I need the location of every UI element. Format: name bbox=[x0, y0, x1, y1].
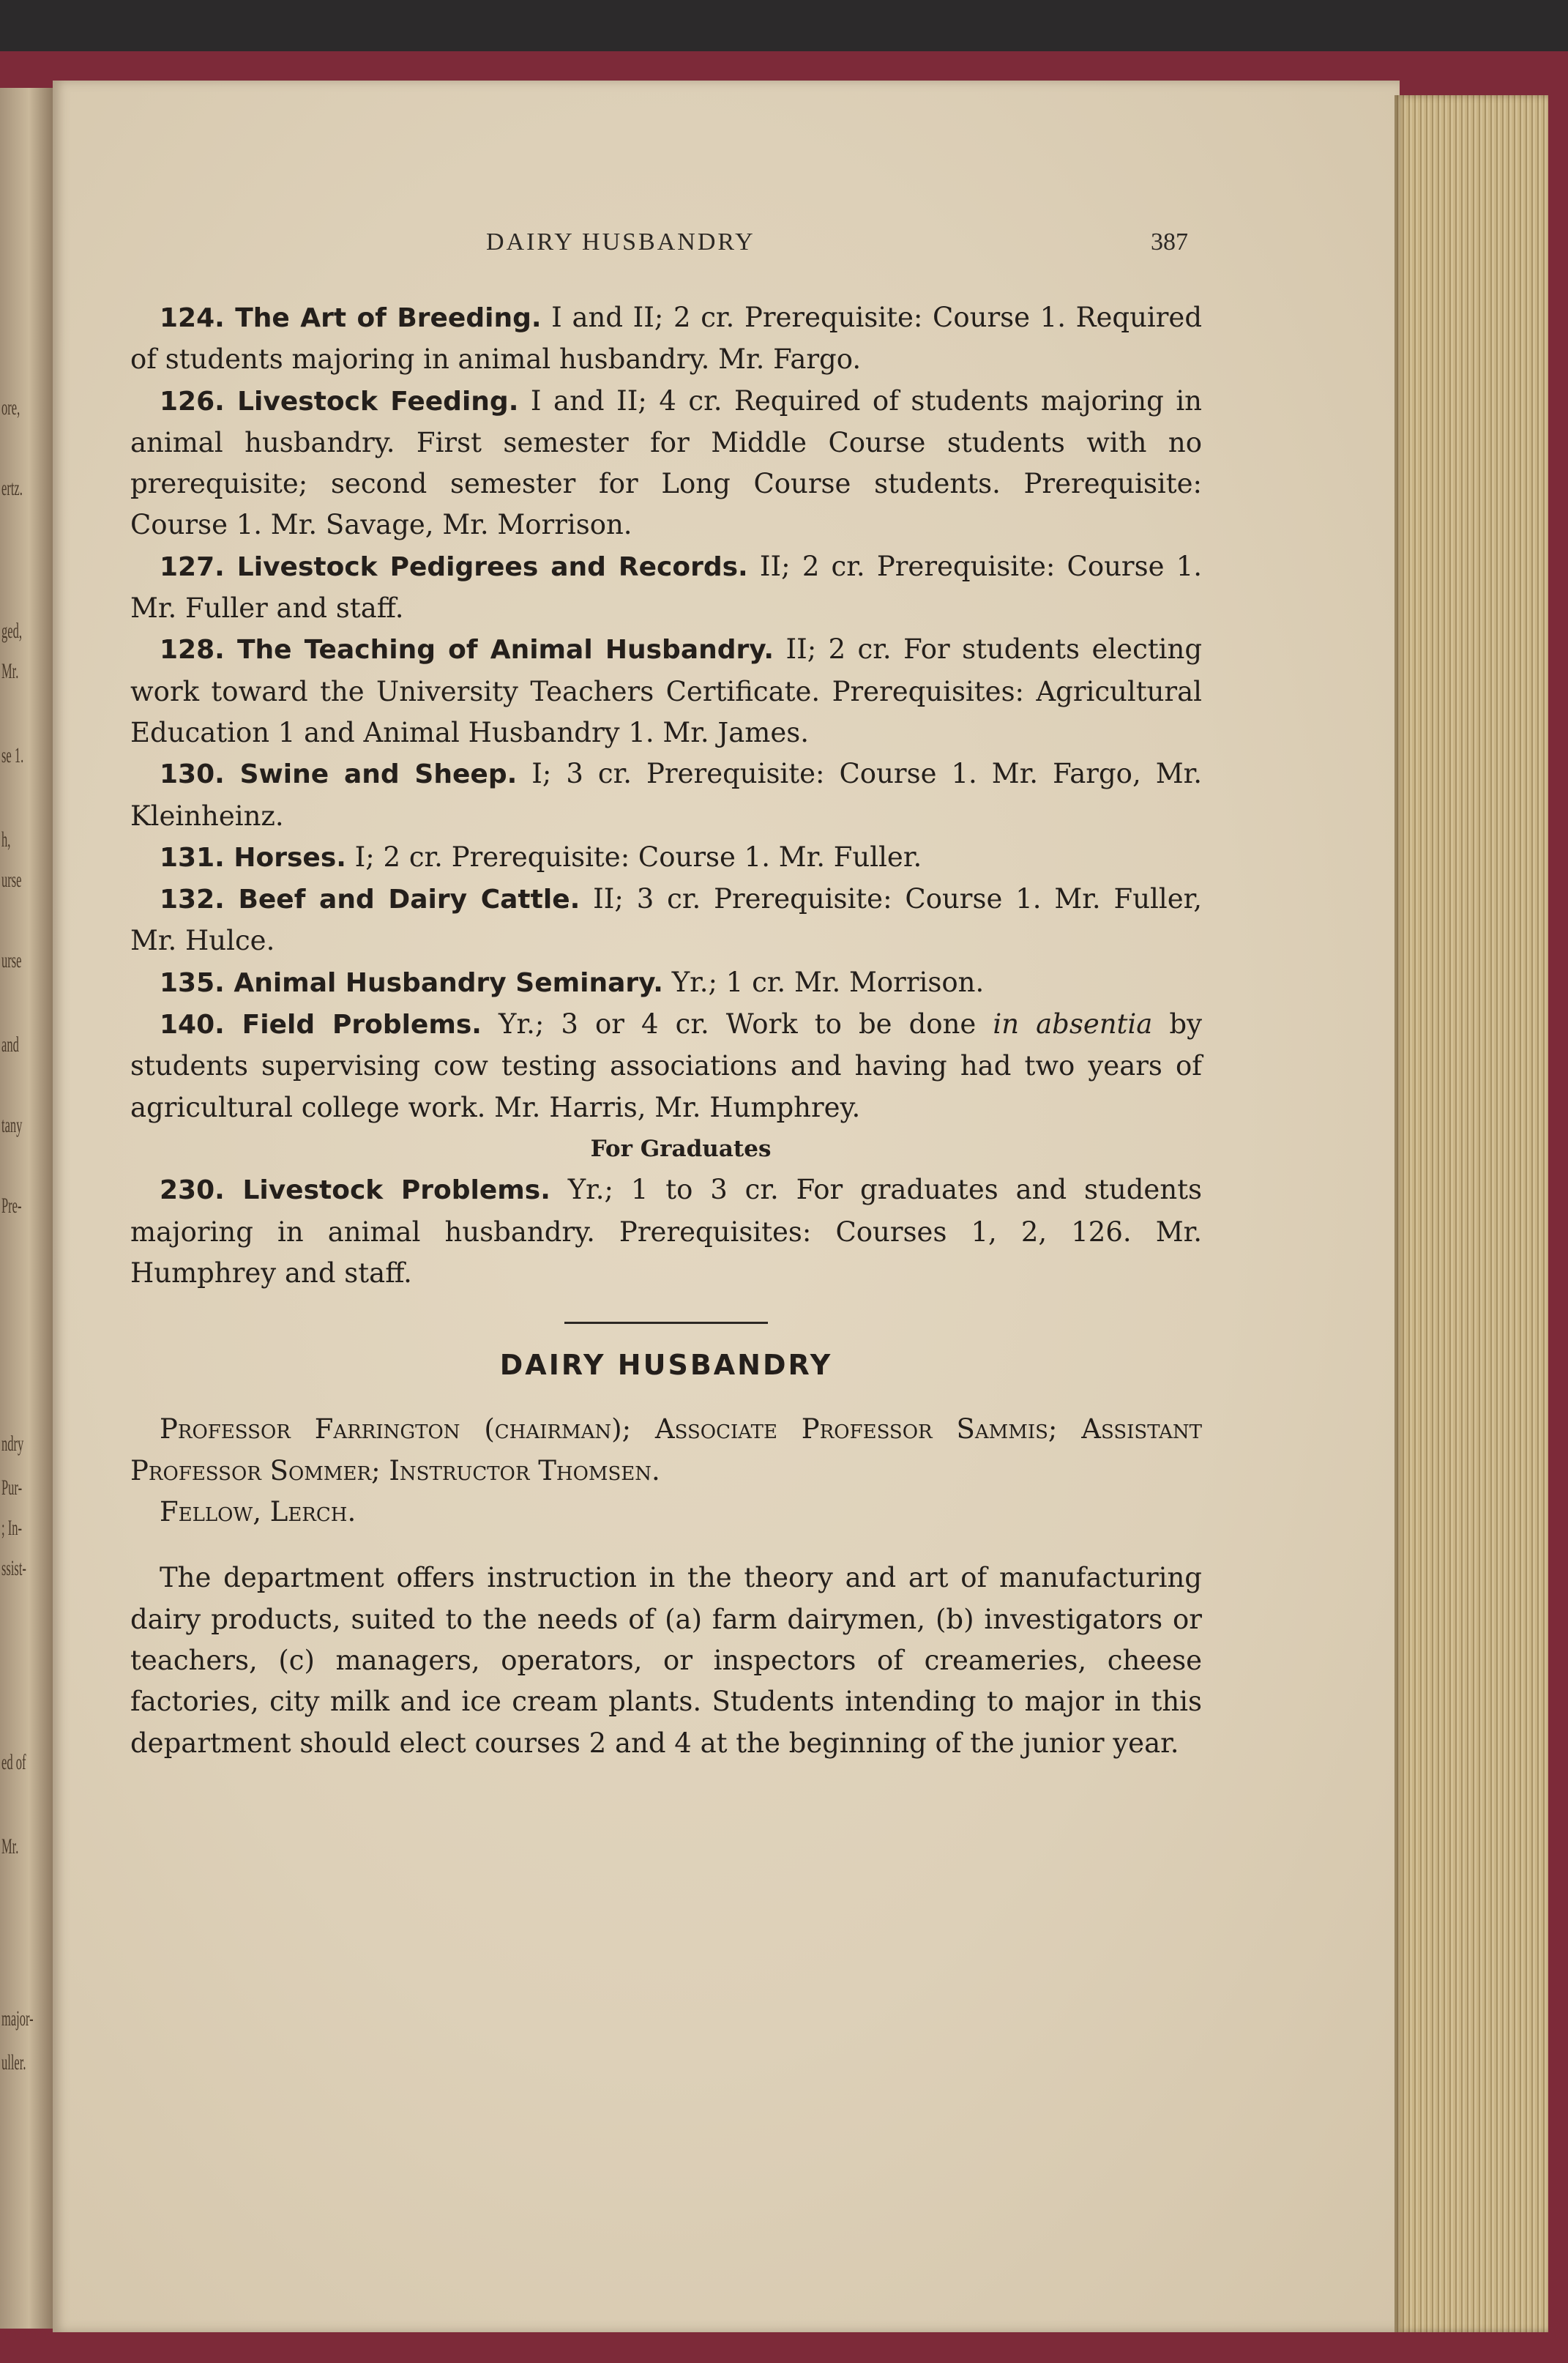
course-entry bbox=[130, 1169, 1202, 1294]
course-description: II; 2 cr. For students electing work toward the University Teachers Certificate. Prerequisites: Agricultural Education 1 and Animal Husbandry 1. Mr. James. bbox=[130, 633, 1203, 748]
facing-fragment: urse bbox=[1, 948, 22, 972]
course-description: II; 3 cr. Prerequisite: Course 1. Mr. Fuller, Mr. Hulce. bbox=[130, 883, 1202, 957]
course-description: I; 2 cr. Prerequisite: Course 1. Mr. Fuller. bbox=[346, 841, 922, 873]
facing-fragment: h, bbox=[1, 827, 11, 852]
facing-fragment: ged, bbox=[1, 619, 22, 643]
running-header: DAIRY HUSBANDRY bbox=[486, 228, 755, 256]
course-heading: 140. Field Problems. bbox=[160, 1010, 482, 1041]
course-description: I; 3 cr. Prerequisite: Course 1. Mr. Fargo, Mr. Kleinheinz. bbox=[130, 758, 1202, 832]
staff-list: Professor Farrington (chairman); Associate Professor Sammis; Assistant Professor Sommer; Instructor Thomsen. bbox=[130, 1413, 1202, 1486]
facing-fragment: ore, bbox=[1, 395, 20, 420]
facing-fragment: urse bbox=[1, 868, 22, 892]
course-entry bbox=[130, 837, 1202, 879]
facing-fragment: Mr. bbox=[1, 1834, 19, 1858]
page-number: 387 bbox=[1151, 228, 1188, 256]
facing-fragment: and bbox=[1, 1032, 19, 1057]
course-description: by students supervising cow testing associations and having had two years of agricultural college work. Mr. Harris, Mr. Humphrey. bbox=[130, 1008, 1202, 1123]
course-description: I and II; 4 cr. Required of students majoring in animal husbandry. First semester for Middle Course students with no prerequisite; second semester for Long Course students. Prerequisite: Course 1. Mr. Savage, Mr. Morrison. bbox=[130, 384, 1202, 541]
section-divider bbox=[564, 1322, 768, 1324]
course-heading: 130. Swine and Sheep. bbox=[160, 759, 518, 790]
facing-fragment: ; In- bbox=[1, 1516, 22, 1540]
facing-page-edge bbox=[0, 88, 53, 2329]
facing-fragment: Mr. bbox=[1, 659, 19, 683]
course-heading: 127. Livestock Pedigrees and Records. bbox=[160, 551, 748, 582]
facing-fragment: se 1. bbox=[1, 743, 24, 767]
course-description: I and II; 2 cr. Prerequisite: Course 1. Required of students majoring in animal husbandry. Mr. Fargo. bbox=[130, 302, 1202, 376]
course-entry bbox=[130, 546, 1202, 630]
facing-fragment: tany bbox=[1, 1113, 23, 1137]
graduates-subheading: For Graduates bbox=[590, 1135, 772, 1162]
top-shadow-band bbox=[0, 0, 1568, 51]
course-description: Yr.; 1 to 3 cr. For graduates and students majoring in animal husbandry. Prerequisites: Courses 1, 2, 126. Mr. Humphrey and staff. bbox=[130, 1174, 1202, 1289]
course-entry bbox=[130, 297, 1202, 381]
course-heading: 131. Horses. bbox=[160, 842, 346, 873]
course-entry bbox=[130, 629, 1202, 753]
course-heading: 124. The Art of Breeding. bbox=[160, 303, 542, 333]
staff-fellow: Fellow, Lerch. bbox=[160, 1496, 356, 1528]
department-description: The department offers instruction in the theory and art of manufacturing dairy products, suited to the needs of (a) farm dairymen, (b) investigators or teachers, (c) managers, operators, or inspectors of creameries, cheese factories, city milk and ice cream plants. Students intending to major in this department should elect courses 2 and 4 at the beginning of the junior year. bbox=[130, 1562, 1202, 1759]
course-entry bbox=[130, 381, 1202, 546]
facing-fragment: major- bbox=[1, 2006, 34, 2031]
spacer bbox=[130, 1533, 1202, 1558]
course-heading: 135. Animal Husbandry Seminary. bbox=[160, 967, 663, 998]
course-heading: 230. Livestock Problems. bbox=[160, 1175, 550, 1206]
facing-fragment: uller. bbox=[1, 2050, 26, 2074]
facing-fragment: ssist- bbox=[1, 1556, 26, 1580]
course-heading: 132. Beef and Dairy Cattle. bbox=[160, 885, 580, 915]
course-entry bbox=[130, 753, 1202, 837]
facing-fragment: Pur- bbox=[1, 1476, 23, 1500]
course-description: Yr.; 1 cr. Mr. Morrison. bbox=[662, 966, 985, 998]
course-entry bbox=[130, 962, 1202, 1004]
course-description-italic: in absentia bbox=[993, 1008, 1153, 1041]
course-description: II; 2 cr. Prerequisite: Course 1. Mr. Fuller and staff. bbox=[130, 550, 1202, 625]
course-entry bbox=[130, 879, 1202, 962]
page-body bbox=[130, 297, 1202, 1764]
facing-fragment: ndry bbox=[1, 1432, 24, 1456]
course-heading: 128. The Teaching of Animal Husbandry. bbox=[160, 635, 774, 666]
page-edges bbox=[1395, 95, 1548, 2332]
facing-fragment: ed of bbox=[1, 1750, 26, 1774]
facing-fragment: Pre- bbox=[1, 1194, 22, 1218]
course-entry bbox=[130, 1004, 1202, 1128]
facing-fragment: ertz. bbox=[1, 476, 23, 500]
course-heading: 126. Livestock Feeding. bbox=[160, 386, 519, 417]
section-title: DAIRY HUSBANDRY bbox=[499, 1349, 833, 1382]
course-description: Yr.; 3 or 4 cr. Work to be done bbox=[481, 1008, 993, 1041]
